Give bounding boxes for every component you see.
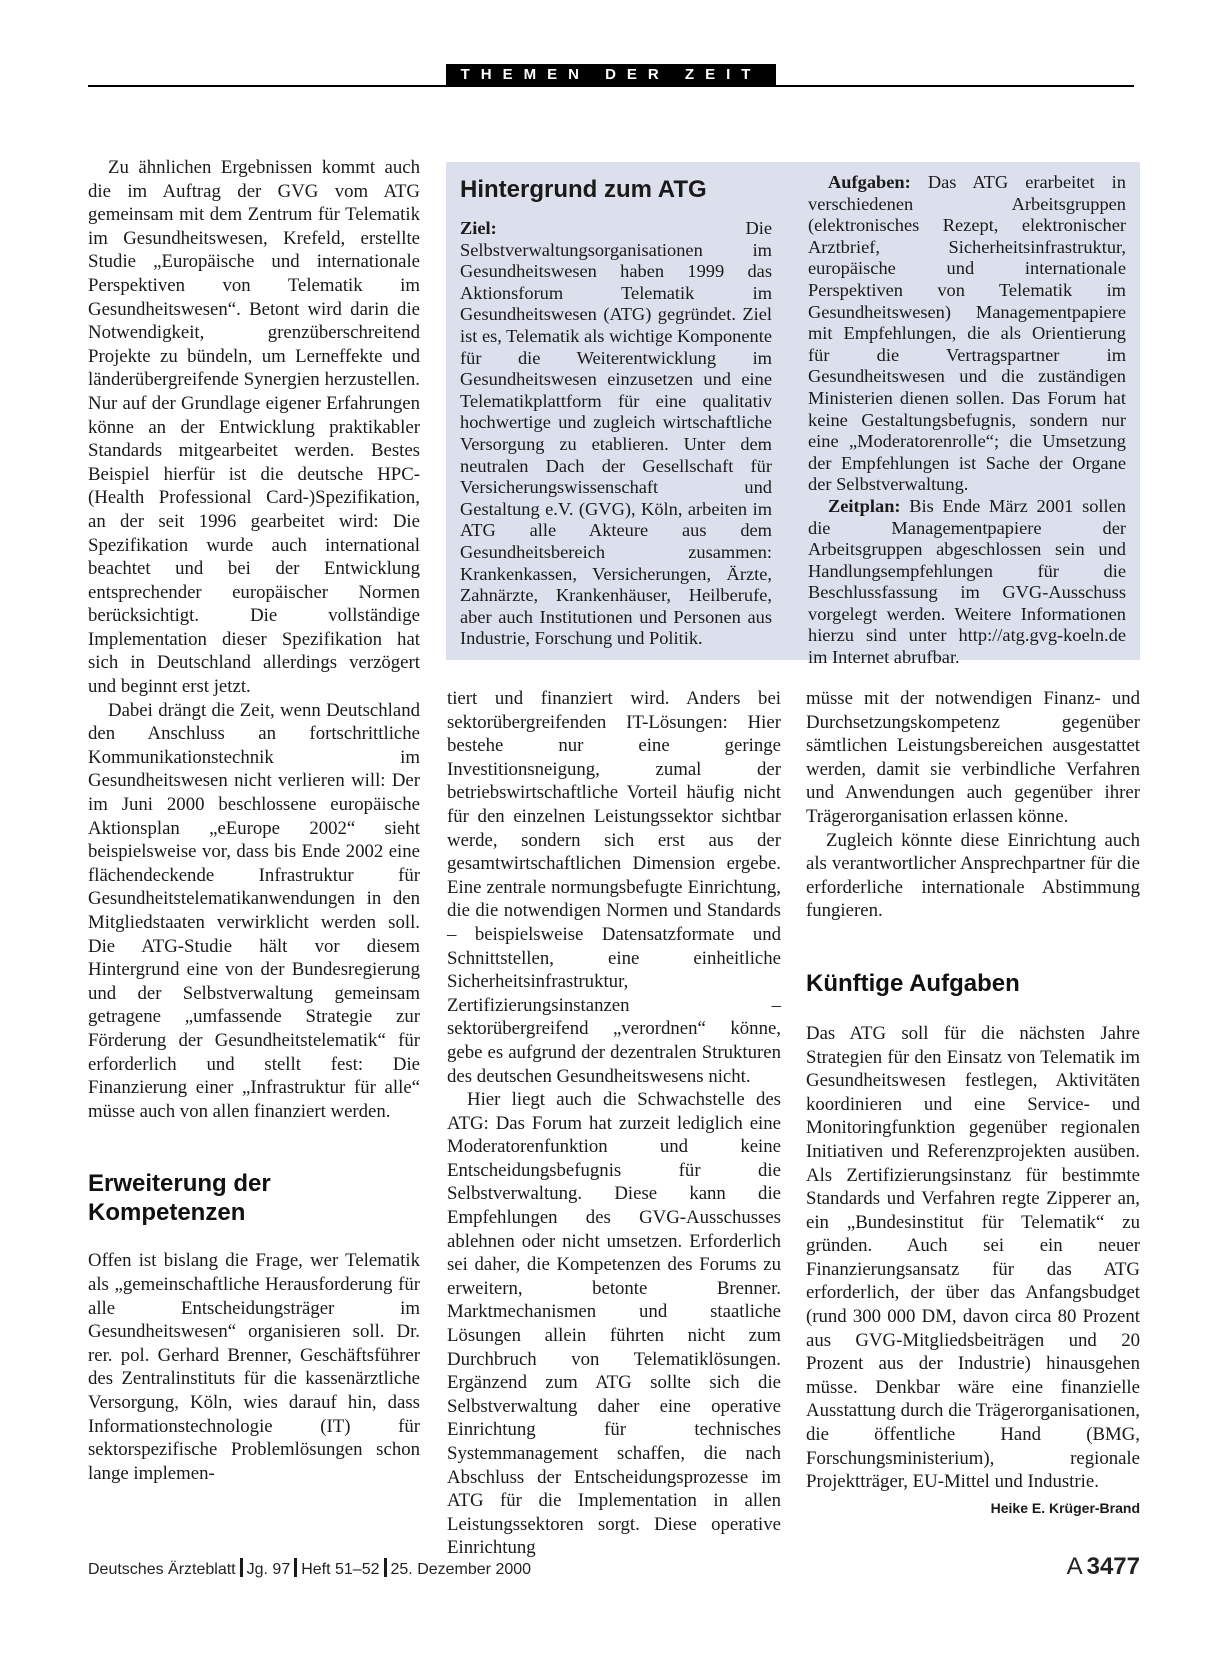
paragraph: Dabei drängt die Zeit, wenn Deutschland den Anschluss an fortschrittliche Kommunikationstechnik im Gesundheitswesen nicht verlieren will: Der im Juni 2000 beschlossene europäische Aktionsplan „eEurope 2002“ sieht beispielsweise vor, dass bis Ende 2002 eine flächendeckende Infrastruktur für Gesundheitstelematikanwendungen in den Mitgliedstaaten verwirklicht werden soll. Die ATG-Studie hält vor diesem Hintergrund eine von der Bundesregierung und der Selbstverwaltung gemeinsam getragene „umfassende Strategie zur Förderung der Gesundheitstelematik“ für erforderlich und stellt fest: Die Finanzierung einer „Infrastruktur für alle“ müsse auch von allen finanziert werden. [88, 699, 420, 1122]
paragraph: Zu ähnlichen Ergebnissen kommt auch die im Auftrag der GVG vom ATG gemeinsam mit dem Zentrum für Telematik im Gesundheitswesen, Krefeld, erstellte Studie „Europäische und internationale Perspektiven von Telematik im Gesundheitswesen“. Betont wird darin die Notwendigkeit, grenzüberschreitend Projekte zu bündeln, um Lerneffekte und länderübergreifende Synergien herzustellen. Nur auf der Grundlage eigener Erfahrungen könne an der Entwicklung praktikabler Standards mitgearbeitet werden. Bestes Beispiel hierfür ist die deutsche HPC-(Health Professional Card-)Spezifikation, an der seit 1996 gearbeitet wird: Die Spezifikation wurde auch international beachtet und bei der Entwicklung entsprechender europäischer Normen berücksichtigt. Die vollständige Implementation dieser Spezifikation hat sich in Deutschland allerdings verzögert und beginnt erst jetzt. [88, 157, 420, 698]
journal-volume: Jg. 97 [246, 1561, 291, 1578]
page-footer [88, 1553, 1140, 1583]
journal-issue: Heft 51–52 [301, 1561, 380, 1578]
paragraph [806, 1022, 1140, 1516]
zeitplan-text: Bis Ende März 2001 sollen die Managementpapiere der Arbeitsgruppen abgeschlossen sein und Handlungsempfehlungen für die Beschlussfassung im GVG-Ausschuss vorgelegt werden. Weitere Informationen hierzu sind unter http://atg.gvg-koeln.de im Internet abrufbar. [808, 495, 1126, 668]
ziel-text: Die Selbstverwaltungsorganisationen im Gesundheitswesen haben 1999 das Aktionsforum Telematik im Gesundheitswesen (ATG) gegründet. Ziel ist es, Telematik als wichtige Komponente für die Weiterentwicklung im Gesundheitswesen einzusetzen und eine Telematikplattform für eine qualitativ hochwertige und zugleich wirtschaftliche Versorgung zu etablieren. Unter dem neutralen Dach der Gesellschaft für Versicherungswissenschaft und Gestaltung e.V. (GVG), Köln, arbeiten im ATG alle Akteure aus dem Gesundheitsbereich zusammen: Krankenkassen, Versicherungen, Ärzte, Zahnärzte, Krankenhäuser, Heilberufe, aber auch Institutionen und Personen aus Industrie, Forschung und Politik. [460, 218, 772, 649]
journal-name: Deutsches Ärzteblatt [88, 1561, 236, 1578]
journal-date: 25. Dezember 2000 [390, 1561, 532, 1578]
page-number-value: 3477 [1086, 1553, 1140, 1580]
section-heading: Erweiterung der Kompetenzen [88, 1170, 271, 1227]
section-heading: Künftige Aufgaben [806, 969, 1020, 997]
footer-separator [294, 1558, 297, 1577]
author-byline: Heike E. Krüger-Brand [990, 1499, 1140, 1516]
page-letter: A [1066, 1553, 1083, 1580]
paragraph: Hier liegt auch die Schwachstelle des ATG: Das Forum hat zurzeit lediglich eine Moderatorenfunktion und keine Entscheidungsbefugnis für die Selbstverwaltung. Diese kann die Empfehlungen des GVG-Ausschusses ablehnen oder nicht umsetzen. Erforderlich sei daher, die Kompetenzen des Forums zu erweitern, betonte Brenner. Marktmechanismen und staatliche Lösungen allein führten nicht zum Durchbruch von Telematiklösungen. Ergänzend zum ATG sollte sich die Selbstverwaltung daher eine operative Einrichtung für technisches Systemmanagement schaffen, die nach Abschluss der Entscheidungsprozesse im ATG für die Implementation in allen Leistungssektoren sorgt. Diese operative Einrichtung [447, 1089, 781, 1559]
zeitplan-label: Zeitplan: [828, 495, 901, 516]
info-box [446, 162, 1140, 668]
footer-separator [384, 1558, 387, 1577]
ziel-label: Ziel: [460, 218, 497, 238]
paragraph: tiert und finanziert wird. Anders bei sektorübergreifenden IT-Lösungen: Hier bestehe nur eine geringe Investitionsneigung, zumal der betriebswirtschaftliche Vorteil häufig nicht für den einzelnen Leistungssektor sichtbar werde, sondern sich erst aus der gesamtwirtschaftlichen Dimension ergebe. Eine zentrale normungsbefugte Einrichtung, die die notwendigen Normen und Standards – beispielsweise Datensatzformate und Schnittstellen, eine einheitliche Sicherheitsinfrastruktur, Zertifizierungsinstanzen – sektorübergreifend „verordnen“ könne, gebe es aufgrund der dezentralen Strukturen des deutschen Gesundheitswesens nicht. [447, 688, 781, 1087]
paragraph: müsse mit der notwendigen Finanz- und Durchsetzungskompetenz gegenüber sämtlichen Leistungsbereichen ausgestattet werden, damit sie verbindliche Verfahren und Anwendungen auch gegenüber ihrer Trägerorganisation erlassen könne. [806, 688, 1140, 827]
aufgaben-label: Aufgaben: [828, 172, 911, 192]
info-box-aufgaben [808, 172, 1126, 496]
footer-separator [240, 1558, 243, 1577]
paragraph: Offen ist bislang die Frage, wer Telematik als „gemeinschaftliche Herausforderung für alle Entscheidungsträger im Gesundheitswesen“ organisieren soll. Dr. rer. pol. Gerhard Brenner, Geschäftsführer des Zentralinstituts für die kassenärztliche Versorgung, Köln, wies darauf hin, dass Informationstechnologie (IT) für sektorspezifische Problemlösungen schon lange implemen- [88, 1250, 420, 1484]
section-tag: THEMEN DER ZEIT [446, 64, 776, 85]
article-column-1 [88, 156, 420, 1485]
aufgaben-text: Das ATG erarbeitet in verschiedenen Arbeitsgruppen (elektronisches Rezept, elektronischer Arztbrief, Sicherheitsinfrastruktur, europäische und internationale Perspektiven von Telematik im Gesundheitswesen) Managementpapiere mit Empfehlungen, die als Orientierung für die Vertragspartner im Gesundheitswesen und die zuständigen Ministerien dienen sollen. Das Forum hat keine Gestaltungsbefugnis, sondern nur eine „Moderatorenrolle“; die Umsetzung der Empfehlungen ist Sache der Organe der Selbstverwaltung. [808, 172, 1126, 495]
info-box-right [808, 172, 1126, 669]
info-box-zeitplan [808, 496, 1126, 669]
paragraph: Zugleich könnte diese Einrichtung auch als verantwortlicher Ansprechpartner für die erforderliche internationale Abstimmung fungieren. [806, 829, 1140, 922]
info-box-title: Hintergrund zum ATG [460, 176, 707, 203]
info-box-left [460, 172, 772, 650]
article-column-2 [447, 687, 781, 1560]
info-box-ziel [460, 218, 772, 650]
article-column-3 [806, 687, 1140, 1520]
header-rule [88, 85, 1134, 87]
page-number [1067, 1554, 1140, 1580]
paragraph-text: Das ATG soll für die nächsten Jahre Strategien für den Einsatz von Telematik im Gesundheitswesen festlegen, Aktivitäten koordinieren und eine Service- und Monitoringfunktion gegenüber regionalen Initiativen und Referenzprojekten ausüben. Als Zertifizierungsinstanz für bestimmte Standards und Verfahren regte Zipperer an, ein „Bundesinstitut für Telematik“ zu gründen. Auch sei ein neuer Finanzierungsansatz für das ATG erforderlich, der über das Anfangsbudget (rund 300 000 DM, davon circa 80 Prozent aus GVG-Mitgliedsbeiträgen und 20 Prozent aus der Industrie) hinausgehen müsse. Denkbar wäre eine finanzielle Ausstattung durch die Trägerorganisationen, die öffentliche Hand (BMG, Forschungsministerium), regionale Projektträger, EU-Mittel und Industrie. [806, 1022, 1140, 1493]
